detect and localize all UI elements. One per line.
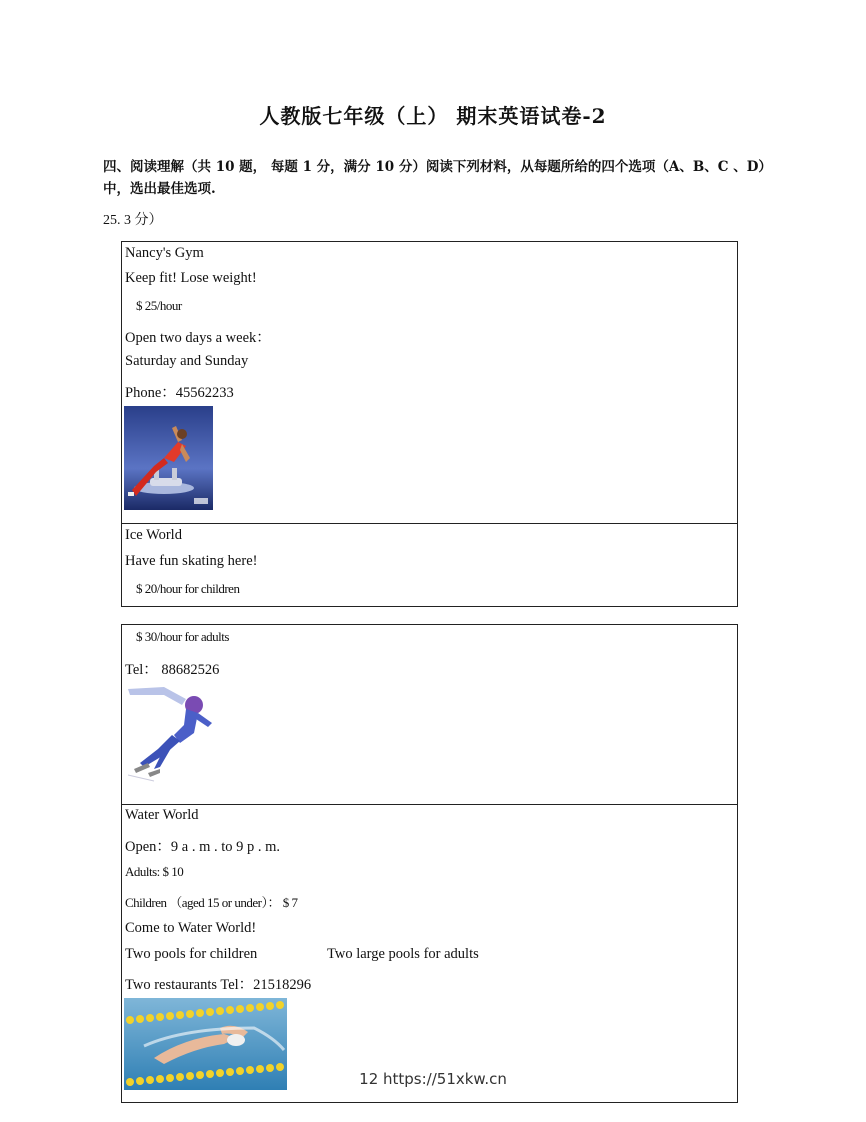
gym-phone: Phone：45562233 — [125, 385, 234, 401]
water-restaurants: Two restaurants Tel：21518296 — [125, 977, 312, 993]
water-pools-adults: Two large pools for adults — [327, 946, 479, 962]
gym-open: Open two days a week： — [125, 330, 271, 346]
water-section — [122, 805, 737, 1103]
ad-table-part-2 — [121, 624, 738, 1103]
gymnast-icon — [124, 406, 213, 515]
ice-name: Ice World — [125, 527, 182, 543]
gym-section — [122, 242, 737, 524]
water-name: Water World — [125, 807, 199, 823]
section-instruction: 四、阅读理解（共 10 题， 每题 1 分，满分 10 分）阅读下列材料，从每题所给的四个选项（A、B、C 、D）中，选出最佳选项. — [103, 159, 766, 197]
ice-section-part-2 — [122, 625, 737, 805]
ice-tel: Tel： 88682526 — [125, 662, 220, 678]
gym-price: $ 25/hour — [136, 298, 182, 313]
skater-icon — [124, 683, 216, 788]
gym-name: Nancy's Gym — [125, 245, 204, 261]
question-number: 25. 3 分） — [103, 213, 163, 228]
gym-days: Saturday and Sunday — [125, 353, 249, 369]
gym-slogan: Keep fit! Lose weight! — [125, 270, 257, 286]
ice-price-children: $ 20/hour for children — [136, 581, 240, 596]
ice-section-part-1 — [122, 524, 737, 607]
water-welcome: Come to Water World! — [125, 920, 257, 936]
water-pools-children: Two pools for children — [125, 946, 258, 962]
water-adults-price: Adults: $ 10 — [125, 864, 184, 879]
page-footer: 12 https://51xkw.cn — [359, 1070, 507, 1088]
water-open: Open：9 a . m . to 9 p . m. — [125, 839, 281, 855]
ad-table-part-1 — [121, 241, 738, 607]
water-children-price: Children （aged 15 or under）： $ 7 — [125, 895, 298, 910]
ice-slogan: Have fun skating here! — [125, 553, 258, 569]
page-title: 人教版七年级（上） 期末英语试卷-2 — [259, 104, 607, 128]
ice-price-adults: $ 30/hour for adults — [136, 629, 229, 644]
